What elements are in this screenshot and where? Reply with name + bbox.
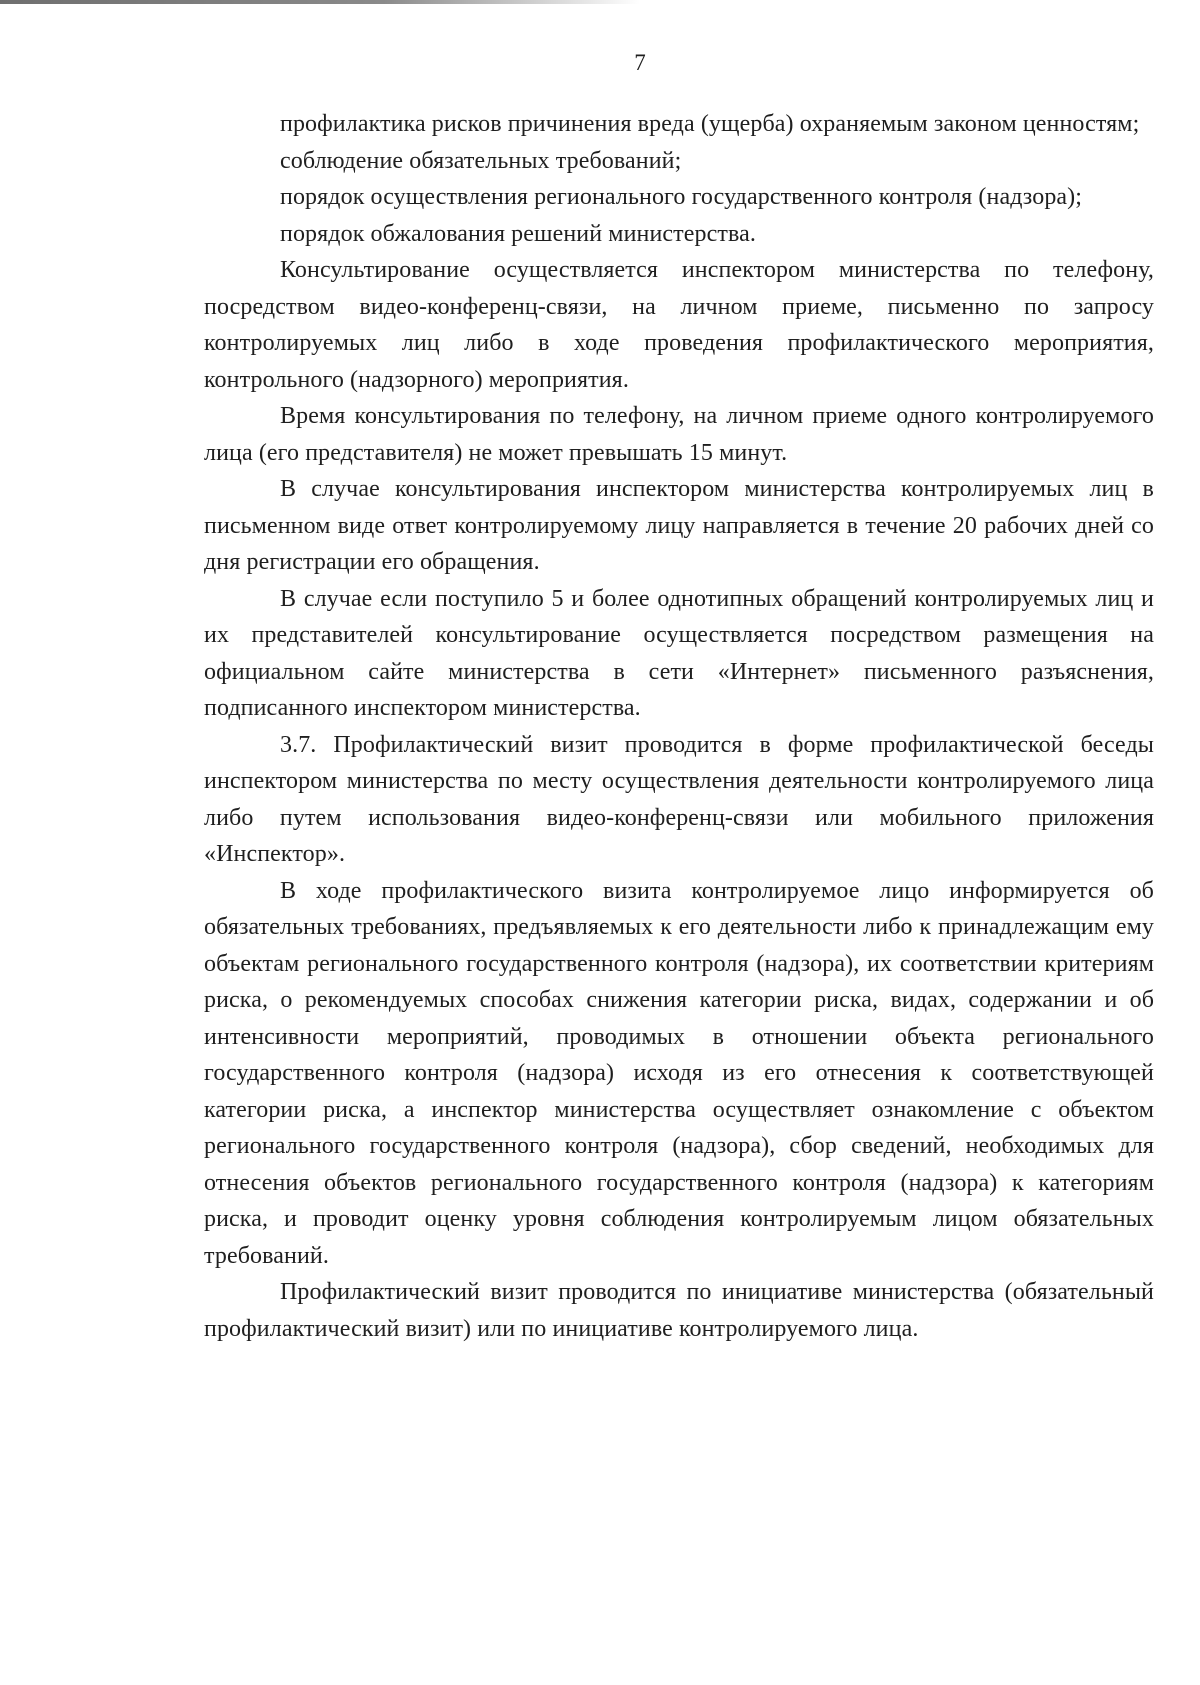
document-body [204,106,1154,1347]
paragraph: В ходе профилактического визита контролируемое лицо информируется об обязательных требованиях, предъявляемых к его деятельности либо к принадлежащим ему объектам регионального государственного контроля (надзора), их соответствии критериям риска, о рекомендуемых способах снижения категории риска, видах, содержании и об интенсивности мероприятий, проводимых в отношении объекта регионального государственного контроля (надзора) исходя из его отнесения к соответствующей категории риска, а инспектор министерства осуществляет ознакомление с объектом регионального государственного контроля (надзора), сбор сведений, необходимых для отнесения объектов регионального государственного контроля (надзора) к категориям риска, и проводит оценку уровня соблюдения контролируемым лицом обязательных требований. [204,877,1154,1269]
paragraph: профилактика рисков причинения вреда (ущерба) охраняемым законом ценностям; [280,111,1140,137]
paragraph: Профилактический визит проводится по инициативе министерства (обязательный профилактический визит) или по инициативе контролируемого лица. [204,1279,1154,1342]
paragraph: порядок осуществления регионального государственного контроля (надзора); [280,184,1083,210]
paragraph: соблюдение обязательных требований; [280,147,682,174]
paragraph: порядок обжалования решений министерства. [280,220,756,247]
paragraph: В случае консультирования инспектором министерства контролируемых лиц в письменном виде ответ контролируемому лицу направляется в течение 20 рабочих дней со дня регистрации его обращения. [204,476,1154,575]
paragraph: Консультирование осуществляется инспектором министерства по телефону, посредством видео-конференц-связи, на личном приеме, письменно по запросу контролируемых лиц либо в ходе проведения профилактического мероприятия, контрольного (надзорного) мероприятия. [204,257,1154,393]
paragraph: Время консультирования по телефону, на личном приеме одного контролируемого лица (его представителя) не может превышать 15 минут. [204,403,1154,466]
paragraph: В случае если поступило 5 и более однотипных обращений контролируемых лиц и их представителей консультирование осуществляется посредством размещения на официальном сайте министерства в сети «Интернет» письменного разъяснения, подписанного инспектором министерства. [204,585,1154,721]
paragraph: 3.7. Профилактический визит проводится в форме профилактической беседы инспектором министерства по месту осуществления деятельности контролируемого лица либо путем использования видео-конференц-связи или мобильного приложения «Инспектор». [204,731,1154,867]
page-number: 7 [634,50,646,75]
